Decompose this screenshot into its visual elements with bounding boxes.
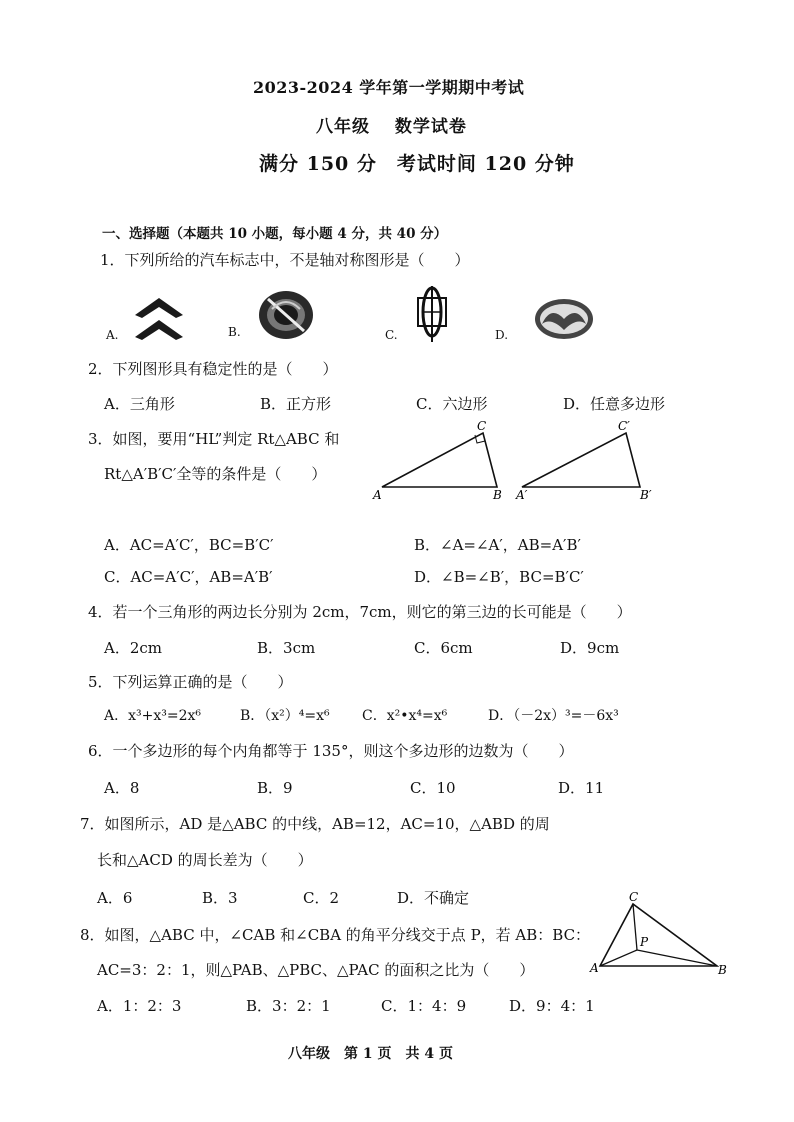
q2-option-b: B．正方形 bbox=[260, 395, 332, 413]
q7-option-d: D．不确定 bbox=[397, 889, 470, 907]
question-5-stem: 5．下列运算正确的是（ ） bbox=[88, 673, 293, 691]
question-7-stem-line1: 7．如图所示，AD 是△ABC 的中线，AB=12，AC=10，△ABD 的周 bbox=[80, 815, 550, 833]
exam-subtitle: 八年级 数学试卷 bbox=[316, 117, 467, 137]
q2-option-d: D．任意多边形 bbox=[563, 395, 666, 413]
q6-option-b: B．9 bbox=[257, 779, 293, 797]
question-3-stem-line2: Rt△A′B′C′全等的条件是（ ） bbox=[104, 465, 327, 483]
q7-option-a: A．6 bbox=[97, 889, 133, 907]
q8-label-p: P bbox=[640, 935, 649, 949]
q8-label-c: C bbox=[629, 890, 639, 904]
q1-option-d: D. bbox=[495, 328, 509, 342]
exam-title: 2023-2024 学年第一学期期中考试 bbox=[253, 78, 525, 97]
question-7-stem-line2: 长和△ACD 的周长差为（ ） bbox=[97, 851, 313, 869]
q3-option-a: A．AC=A′C′，BC=B′C′ bbox=[104, 536, 274, 554]
q2-option-c: C．六边形 bbox=[416, 395, 488, 413]
section-heading: 一、选择题（本题共 10 小题，每小题 4 分，共 40 分） bbox=[102, 226, 448, 242]
q8-option-a: A．1：2：3 bbox=[97, 997, 182, 1015]
page-footer: 八年级 第 1 页 共 4 页 bbox=[288, 1046, 453, 1062]
q4-option-a: A．2cm bbox=[104, 639, 163, 657]
q8-option-d: D．9：4：1 bbox=[509, 997, 595, 1015]
q3-label-a: A bbox=[373, 488, 382, 502]
q8-option-b: B．3：2：1 bbox=[246, 997, 331, 1015]
q1-option-a: A. bbox=[106, 328, 119, 342]
q7-option-b: B．3 bbox=[202, 889, 238, 907]
q5-option-a: A．x³+x³=2x⁶ bbox=[104, 708, 202, 724]
question-6-stem: 6．一个多边形的每个内角都等于 135°，则这个多边形的边数为（ ） bbox=[88, 742, 574, 760]
q5-option-c: C．x²•x⁴=x⁶ bbox=[362, 708, 448, 724]
q4-option-c: C．6cm bbox=[414, 639, 473, 657]
q3-option-c: C．AC=A′C′，AB=A′B′ bbox=[104, 568, 273, 586]
q6-option-a: A．8 bbox=[104, 779, 140, 797]
q1-option-c: C. bbox=[385, 328, 398, 342]
question-3-stem-line1: 3．如图，要用“HL”判定 Rt△ABC 和 bbox=[88, 430, 340, 448]
question-2-stem: 2．下列图形具有稳定性的是（ ） bbox=[88, 360, 338, 378]
question-4-stem: 4．若一个三角形的两边长分别为 2cm，7cm，则它的第三边的长可能是（ ） bbox=[88, 603, 632, 621]
q6-option-d: D．11 bbox=[558, 779, 605, 797]
q3-label-b: B bbox=[493, 488, 502, 502]
q3-option-d: D．∠B=∠B′，BC=B′C′ bbox=[414, 568, 584, 586]
q4-option-b: B．3cm bbox=[257, 639, 316, 657]
logo-chevrons-icon bbox=[132, 295, 186, 345]
q3-label-b-prime: B′ bbox=[640, 488, 652, 502]
q5-option-d: D．（－2x）³=－6x³ bbox=[488, 708, 619, 724]
question-8-stem-line1: 8．如图，△ABC 中，∠CAB 和∠CBA 的角平分线交于点 P，若 AB：BC： bbox=[80, 926, 591, 944]
q5-option-b: B．（x²）⁴=x⁶ bbox=[240, 708, 330, 724]
q2-option-a: A．三角形 bbox=[104, 395, 175, 413]
exam-info: 满分 150 分 考试时间 120 分钟 bbox=[259, 153, 575, 175]
q6-option-c: C．10 bbox=[410, 779, 456, 797]
q8-label-a: A bbox=[590, 961, 599, 975]
q8-label-b: B bbox=[718, 963, 727, 977]
q3-option-b: B．∠A=∠A′，AB=A′B′ bbox=[414, 536, 581, 554]
q3-triangles-figure bbox=[370, 420, 660, 505]
question-8-stem-line2: AC=3：2：1，则△PAB、△PBC、△PAC 的面积之比为（ ） bbox=[97, 961, 535, 979]
q4-option-d: D．9cm bbox=[560, 639, 620, 657]
q8-option-c: C．1：4：9 bbox=[381, 997, 467, 1015]
q3-label-c-prime: C′ bbox=[618, 419, 630, 433]
q1-option-b: B. bbox=[228, 325, 241, 339]
q3-label-c: C bbox=[477, 419, 487, 433]
logo-vertical-badge-icon bbox=[417, 284, 447, 344]
q8-triangle-figure bbox=[585, 890, 735, 980]
logo-circle-badge-icon bbox=[258, 289, 314, 341]
q3-label-a-prime: A′ bbox=[516, 488, 528, 502]
question-1-stem: 1．下列所给的汽车标志中，不是轴对称图形是（ ） bbox=[100, 251, 470, 269]
q7-option-c: C．2 bbox=[303, 889, 340, 907]
logo-oval-wing-icon bbox=[533, 297, 595, 341]
